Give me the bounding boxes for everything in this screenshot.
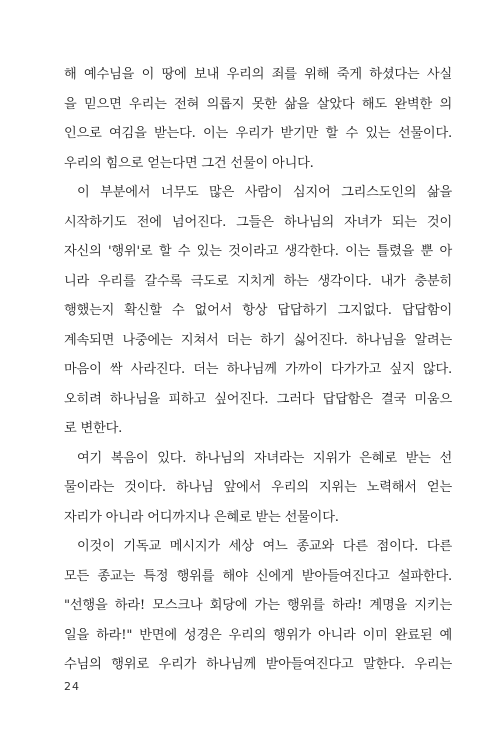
text-line: 자신의 '행위'로 할 수 있는 것이라고 생각한다. 이는 틀렸을 뿐 아 (64, 244, 452, 259)
text-line: 우리의 힘으로 얻는다면 그건 선물이 아니다. (64, 155, 314, 171)
page-number: 24 (64, 680, 80, 693)
text-line: 수님의 행위로 우리가 하나님께 받아들여진다고 말한다. 우리는 (64, 657, 452, 672)
text-line: 일을 하라!" 반면에 성경은 우리의 행위가 아니라 이미 완료된 예 (64, 627, 452, 643)
text-line: 인으로 여김을 받는다. 이는 우리가 받기만 할 수 있는 선물이다. (64, 126, 452, 141)
text-line: 마음이 싹 사라진다. 더는 하나님께 가까이 다가가고 싶지 않다. (64, 362, 452, 377)
text-line: 모든 종교는 특정 행위를 해야 신에게 받아들여진다고 설파한다. (64, 568, 452, 584)
text-line: 행했는지 확신할 수 없어서 항상 답답하기 그지없다. 답답함이 (64, 303, 452, 318)
text-line: 오히려 하나님을 피하고 싶어진다. 그러다 답답함은 결국 미움으 (64, 391, 452, 407)
text-line: 여기 복음이 있다. 하나님의 자녀라는 지위가 은혜로 받는 선 (77, 450, 452, 466)
text-line: 계속되면 나중에는 지쳐서 더는 하기 싫어진다. 하나님을 알려는 (64, 332, 452, 348)
text-line: 물이라는 것이다. 하나님 앞에서 우리의 지위는 노력해서 얻는 (64, 480, 452, 495)
text-line: 이 부분에서 너무도 많은 사람이 심지어 그리스도인의 삶을 (77, 185, 452, 200)
text-line: 로 변한다. (64, 421, 123, 436)
text-line: "선행을 하라! 모스크나 회당에 가는 행위를 하라! 계명을 지키는 (64, 598, 452, 613)
text-line: 을 믿으면 우리는 전혀 의롭지 못한 삶을 살았다 해도 완벽한 의 (64, 96, 452, 112)
text-line: 자리가 아니라 어디까지나 은혜로 받는 선물이다. (64, 509, 339, 525)
text-line: 이것이 기독교 메시지가 세상 여느 종교와 다른 점이다. 다른 (77, 539, 452, 554)
text-line: 시작하기도 전에 넘어진다. 그들은 하나님의 자녀가 되는 것이 (64, 214, 452, 230)
body-text (64, 60, 452, 680)
text-line: 해 예수님을 이 땅에 보내 우리의 죄를 위해 죽게 하셨다는 사실 (64, 67, 452, 82)
text-line: 니라 우리를 갈수록 극도로 지치게 하는 생각이다. 내가 충분히 (64, 273, 452, 289)
